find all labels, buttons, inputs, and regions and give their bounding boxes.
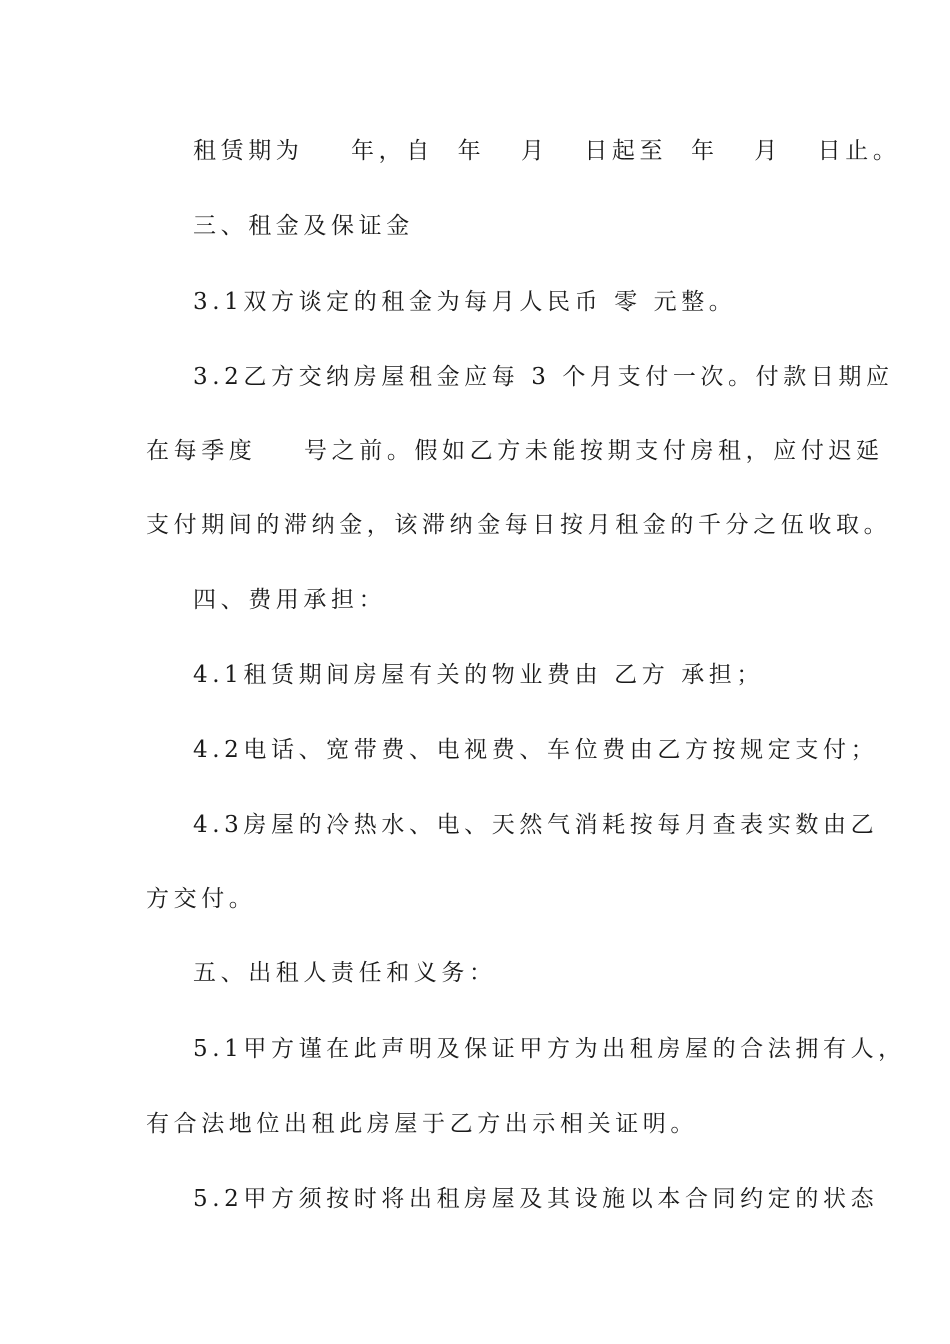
clause-5-2: 5.2甲方须按时将出租房屋及其设施以本合同约定的状态 <box>193 1186 879 1212</box>
clause-4-3: 4.3房屋的冷热水、电、天然气消耗按每月查表实数由乙 <box>193 812 879 838</box>
clause-3-2-continued-2: 支付期间的滞纳金，该滞纳金每日按月租金的千分之伍收取。 <box>146 512 892 538</box>
clause-5-1: 5.1甲方谨在此声明及保证甲方为出租房屋的合法拥有人， <box>193 1036 906 1062</box>
section-5-heading: 五、出租人责任和义务： <box>193 960 497 986</box>
clause-4-2: 4.2电话、宽带费、电视费、车位费由乙方按规定支付； <box>193 737 879 763</box>
lease-term-line: 租赁期为 年，自 年 月 日起至 年 月 日止。 <box>193 138 901 164</box>
clause-3-2-continued: 在每季度 号之前。假如乙方未能按期支付房租，应付迟延 <box>146 438 884 464</box>
clause-3-2: 3.2乙方交纳房屋租金应每 3 个月支付一次。付款日期应 <box>193 364 894 390</box>
section-3-heading: 三、租金及保证金 <box>193 213 414 239</box>
clause-3-1: 3.1双方谈定的租金为每月人民币 零 元整。 <box>193 289 737 315</box>
clause-4-1: 4.1租赁期间房屋有关的物业费由 乙方 承担； <box>193 662 764 688</box>
section-4-heading: 四、费用承担： <box>193 587 387 613</box>
clause-4-3-continued: 方交付。 <box>146 886 257 912</box>
clause-5-1-continued: 有合法地位出租此房屋于乙方出示相关证明。 <box>146 1111 698 1137</box>
